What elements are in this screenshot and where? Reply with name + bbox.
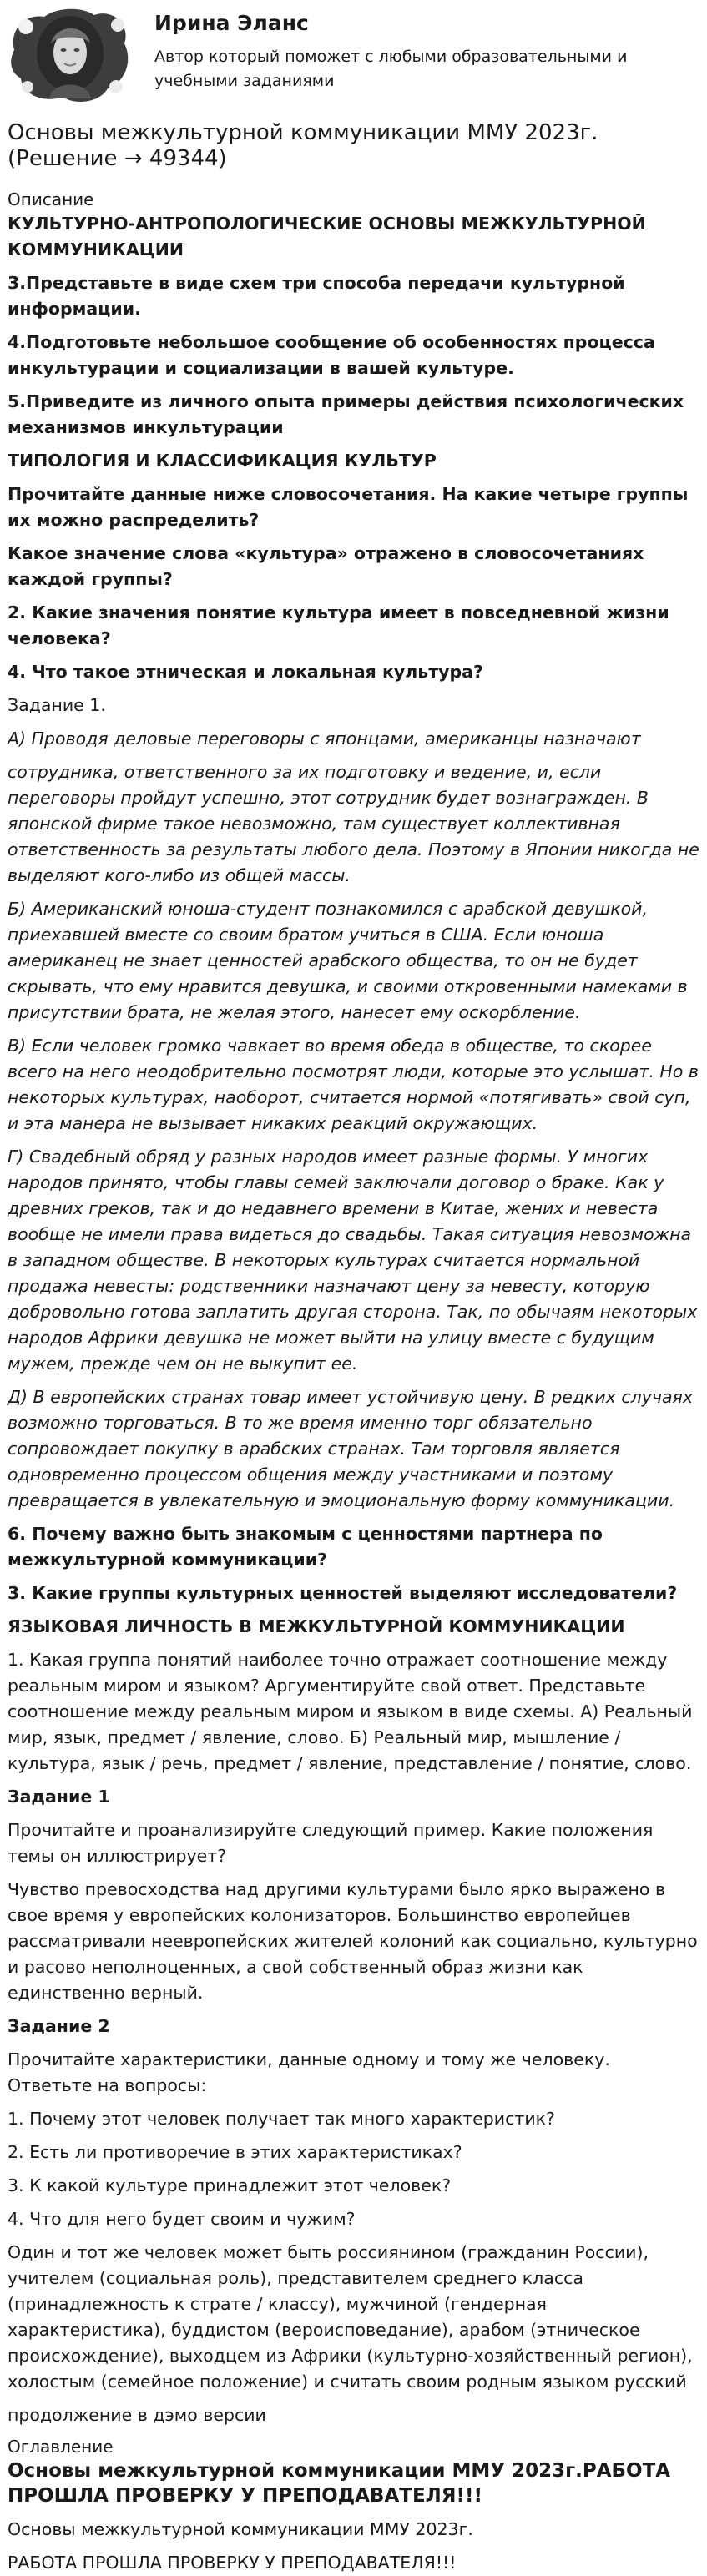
text-paragraph: Прочитайте характеристики, данные одному и тому же человеку. Ответьте на вопросы: <box>8 2049 610 2095</box>
text-paragraph: Д) В европейских странах товар имеет устойчивую цену. В редких случаях возможно торговаться. В то же время именно торг обязательно сопровождает покупку в арабских странах. Там торговля является одновременно процессом общения между участниками и поэтому превращается в увлекательную и эмоциональную форму коммуникации. <box>8 1387 693 1510</box>
heading-paragraph: Прочитайте данные ниже словосочетания. На какие четыре группы их можно распределить? <box>8 484 689 530</box>
description-label: Описание <box>8 189 94 209</box>
toc-label: Оглавление <box>8 2437 114 2457</box>
text-paragraph: Чувство превосходства над другими культурами было ярко выражено в свое время у европейских колонизаторов. Большинство европейцев рассматривали неевропейских жителей колоний как социально, культурно и расово неполноценных, а свой собственный образ жизни как единственно верный. <box>8 1879 698 2003</box>
text-paragraph: А) Проводя деловые переговоры с японцами, американцы назначают <box>8 728 641 749</box>
heading-paragraph: Задание 1 <box>8 1787 110 1807</box>
avatar <box>8 5 133 105</box>
footer-line-1: Основы межкультурной коммуникации ММУ 2023г. <box>8 2519 473 2539</box>
heading-paragraph: КУЛЬТУРНО-АНТРОПОЛОГИЧЕСКИЕ ОСНОВЫ МЕЖКУЛЬТУРНОЙ КОММУНИКАЦИИ <box>8 214 646 260</box>
heading-paragraph: 4. Что такое этническая и локальная культура? <box>8 662 483 682</box>
text-paragraph: 1. Какая группа понятий наиболее точно отражает соотношение между реальным миром и языком? Аргументируйте свой ответ. Представьте соотношение между реальным миром и языком в виде схемы. А) Реальный мир, язык, предмет / явление, слово. Б) Реальный мир, мышление / культура, язык / речь, предмет / явление, представление / понятие, слово. <box>8 1650 693 1773</box>
heading-paragraph: 5.Приведите из личного опыта примеры действия психологических механизмов инкультурации <box>8 391 684 437</box>
text-paragraph: Б) Американский юноша-студент познакомился с арабской девушкой, приехавшей вместе со своим братом учиться в США. Если юноша американец не знает ценностей арабского общества, то он не будет скрывать, что ему нравится девушка, и своими откровенными намеками в присутствии брата, не желая этого, нанесет ему оскорбление. <box>8 899 688 1022</box>
text-paragraph: Один и тот же человек может быть россиянином (гражданин России), учителем (социальная роль), представителем среднего класса (принадлежность к страте / классу), мужчиной (гендерная характеристика), буддистом (вероисповедание), арабом (этническое происхождение), выходцем из Африки (культурно-хозяйственный регион), холостым (семейное положение) и считать своим родным языком русский <box>8 2242 693 2392</box>
heading-paragraph: 3. Какие группы культурных ценностей выделяют исследователи? <box>8 1583 678 1603</box>
text-paragraph: 3. К какой культуре принадлежит этот человек? <box>8 2175 452 2195</box>
heading-paragraph: 2. Какие значения понятие культура имеет в повседневной жизни человека? <box>8 602 669 648</box>
heading-paragraph: 6. Почему важно быть знакомым с ценностями партнера по межкультурной коммуникации? <box>8 1524 603 1570</box>
author-description: Автор который поможет с любыми образовательными и учебными заданиями <box>154 48 628 90</box>
text-paragraph: сотрудника, ответственного за их подготовку и ведение, и, если переговоры пройдут успешно, этот сотрудник будет вознагражден. В японской фирме такое невозможно, там существует коллективная ответственность за результаты любого дела. Поэтому в Японии никогда не выделяют кого-либо из общей массы. <box>8 762 699 885</box>
description-body <box>8 211 699 2428</box>
heading-paragraph: 3.Представьте в виде схем три способа передачи культурной информации. <box>8 273 625 319</box>
text-paragraph: Прочитайте и проанализируйте следующий пример. Какие положения темы он иллюстрирует? <box>8 1820 654 1866</box>
text-paragraph: продолжение в дэмо версии <box>8 2405 266 2425</box>
text-paragraph: 2. Есть ли противоречие в этих характеристиках? <box>8 2142 462 2162</box>
page-title: Основы межкультурной коммуникации ММУ 2023г. (Решение → 49344) <box>8 120 598 171</box>
text-paragraph: Задание 1. <box>8 695 106 715</box>
heading-paragraph: Задание 2 <box>8 2016 110 2036</box>
heading-paragraph: ТИПОЛОГИЯ И КЛАССИФИКАЦИЯ КУЛЬТУР <box>8 451 437 471</box>
text-paragraph: В) Если человек громко чавкает во время обеда в обществе, то скорее всего на него неодобрительно посмотрят люди, которые это услышат. Но в некоторых культурах, наоборот, считается нормой «потягивать» свой суп, и эта манера не вызывает никаких реакций окружающих. <box>8 1036 699 1133</box>
text-paragraph: 1. Почему этот человек получает так много характеристик? <box>8 2109 555 2129</box>
author-card <box>8 0 699 110</box>
heading-paragraph: Какое значение слова «культура» отражено в словосочетаниях каждой группы? <box>8 543 644 589</box>
heading-paragraph: 4.Подготовьте небольшое сообщение об особенностях процесса инкультурации и социализации в вашей культуре. <box>8 332 655 378</box>
toc-title: Основы межкультурной коммуникации ММУ 2023г.РАБОТА ПРОШЛА ПРОВЕРКУ У ПРЕПОДАВАТЕЛЯ!!! <box>8 2460 671 2507</box>
heading-paragraph: ЯЗЫКОВАЯ ЛИЧНОСТЬ В МЕЖКУЛЬТУРНОЙ КОММУНИКАЦИИ <box>8 1616 625 1636</box>
author-name[interactable]: Ирина Эланс <box>154 11 309 35</box>
text-paragraph: Г) Свадебный обряд у разных народов имеет разные формы. У многих народов принято, чтобы главы семей заключали договор о браке. Как у древних греков, так и до недавнего времени в Китае, жених и невеста вообще не имели права видеться до свадьбы. Такая ситуация невозможна в западном обществе. В некоторых культурах считается нормальной продажа невесты: родственники назначают цену за невесту, которую добровольно готова заплатить другая сторона. Так, по обычаям некоторых народов Африки девушка не может выйти на улицу вместе с будущим мужем, прежде чем он не выкупит ее. <box>8 1147 698 1374</box>
footer-line-2: РАБОТА ПРОШЛА ПРОВЕРКУ У ПРЕПОДАВАТЕЛЯ!!! <box>8 2553 457 2573</box>
text-paragraph: 4. Что для него будет своим и чужим? <box>8 2209 356 2229</box>
